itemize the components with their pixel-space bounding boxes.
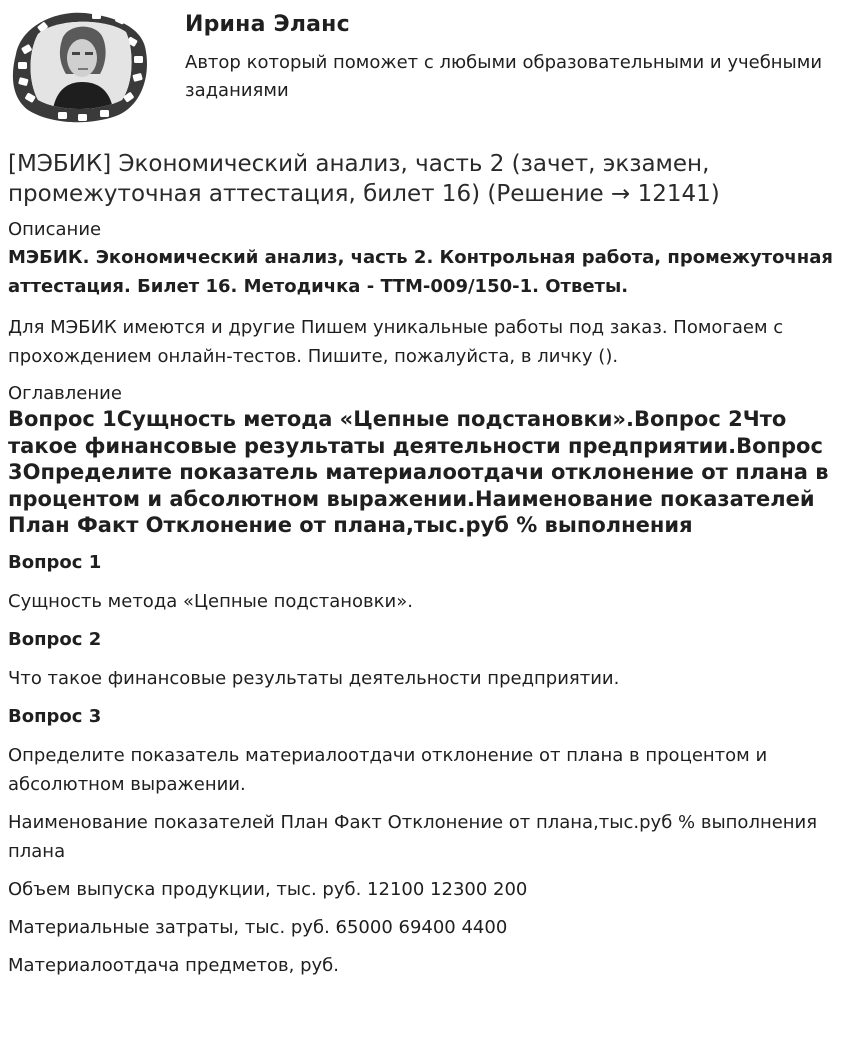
question-text: Сущность метода «Цепные подстановки». — [8, 590, 413, 612]
toc-text: Вопрос 1Сущность метода «Цепные подстановки».Вопрос 2Что такое финансовые результаты деятельности предприятии.Вопрос 3Определите показатель материалоотдачи отклонение от плана в процентом и абсолютном выражении.Наименование показателей План Факт Отклонение от плана,тыс.руб % выполнения — [8, 407, 829, 537]
question-text: Что такое финансовые результаты деятельности предприятии. — [8, 667, 620, 689]
indicator-table-text — [8, 808, 839, 980]
question-list — [8, 549, 839, 799]
description-text: Для МЭБИК имеются и другие Пишем уникальные работы под заказ. Помогаем с прохождением онлайн-тестов. Пишите, пожалуйста, в личку (). — [8, 317, 784, 367]
question-text: Определите показатель материалоотдачи отклонение от плана в процентом и абсолютном выражении. — [8, 744, 768, 795]
table-row-line: Материалоотдача предметов, руб. — [8, 954, 339, 976]
table-header-line: Наименование показателей План Факт Отклонение от плана,тыс.руб % выполнения плана — [8, 811, 818, 862]
table-row-line: Объем выпуска продукции, тыс. руб. 12100 12300 200 — [8, 878, 528, 900]
author-description: Автор который поможет с любыми образовательными и учебными заданиями — [185, 52, 823, 101]
film-strip-portrait-icon — [8, 6, 152, 126]
question-title: Вопрос 2 — [8, 628, 102, 650]
page-title: [МЭБИК] Экономический анализ, часть 2 (зачет, экзамен, промежуточная аттестация, билет 16) (Решение → 12141) — [8, 151, 720, 207]
question-title: Вопрос 1 — [8, 551, 102, 573]
author-card — [8, 0, 839, 130]
toc-label: Оглавление — [8, 383, 122, 404]
table-row-line: Материальные затраты, тыс. руб. 65000 69400 4400 — [8, 916, 508, 938]
author-name[interactable]: Ирина Эланс — [185, 12, 350, 37]
description-summary: МЭБИК. Экономический анализ, часть 2. Контрольная работа, промежуточная аттестация. Билет 16. Методичка - ТТМ-009/150-1. Ответы. — [8, 247, 833, 297]
author-avatar[interactable] — [8, 6, 152, 126]
description-label: Описание — [8, 219, 102, 240]
question-title: Вопрос 3 — [8, 705, 102, 727]
